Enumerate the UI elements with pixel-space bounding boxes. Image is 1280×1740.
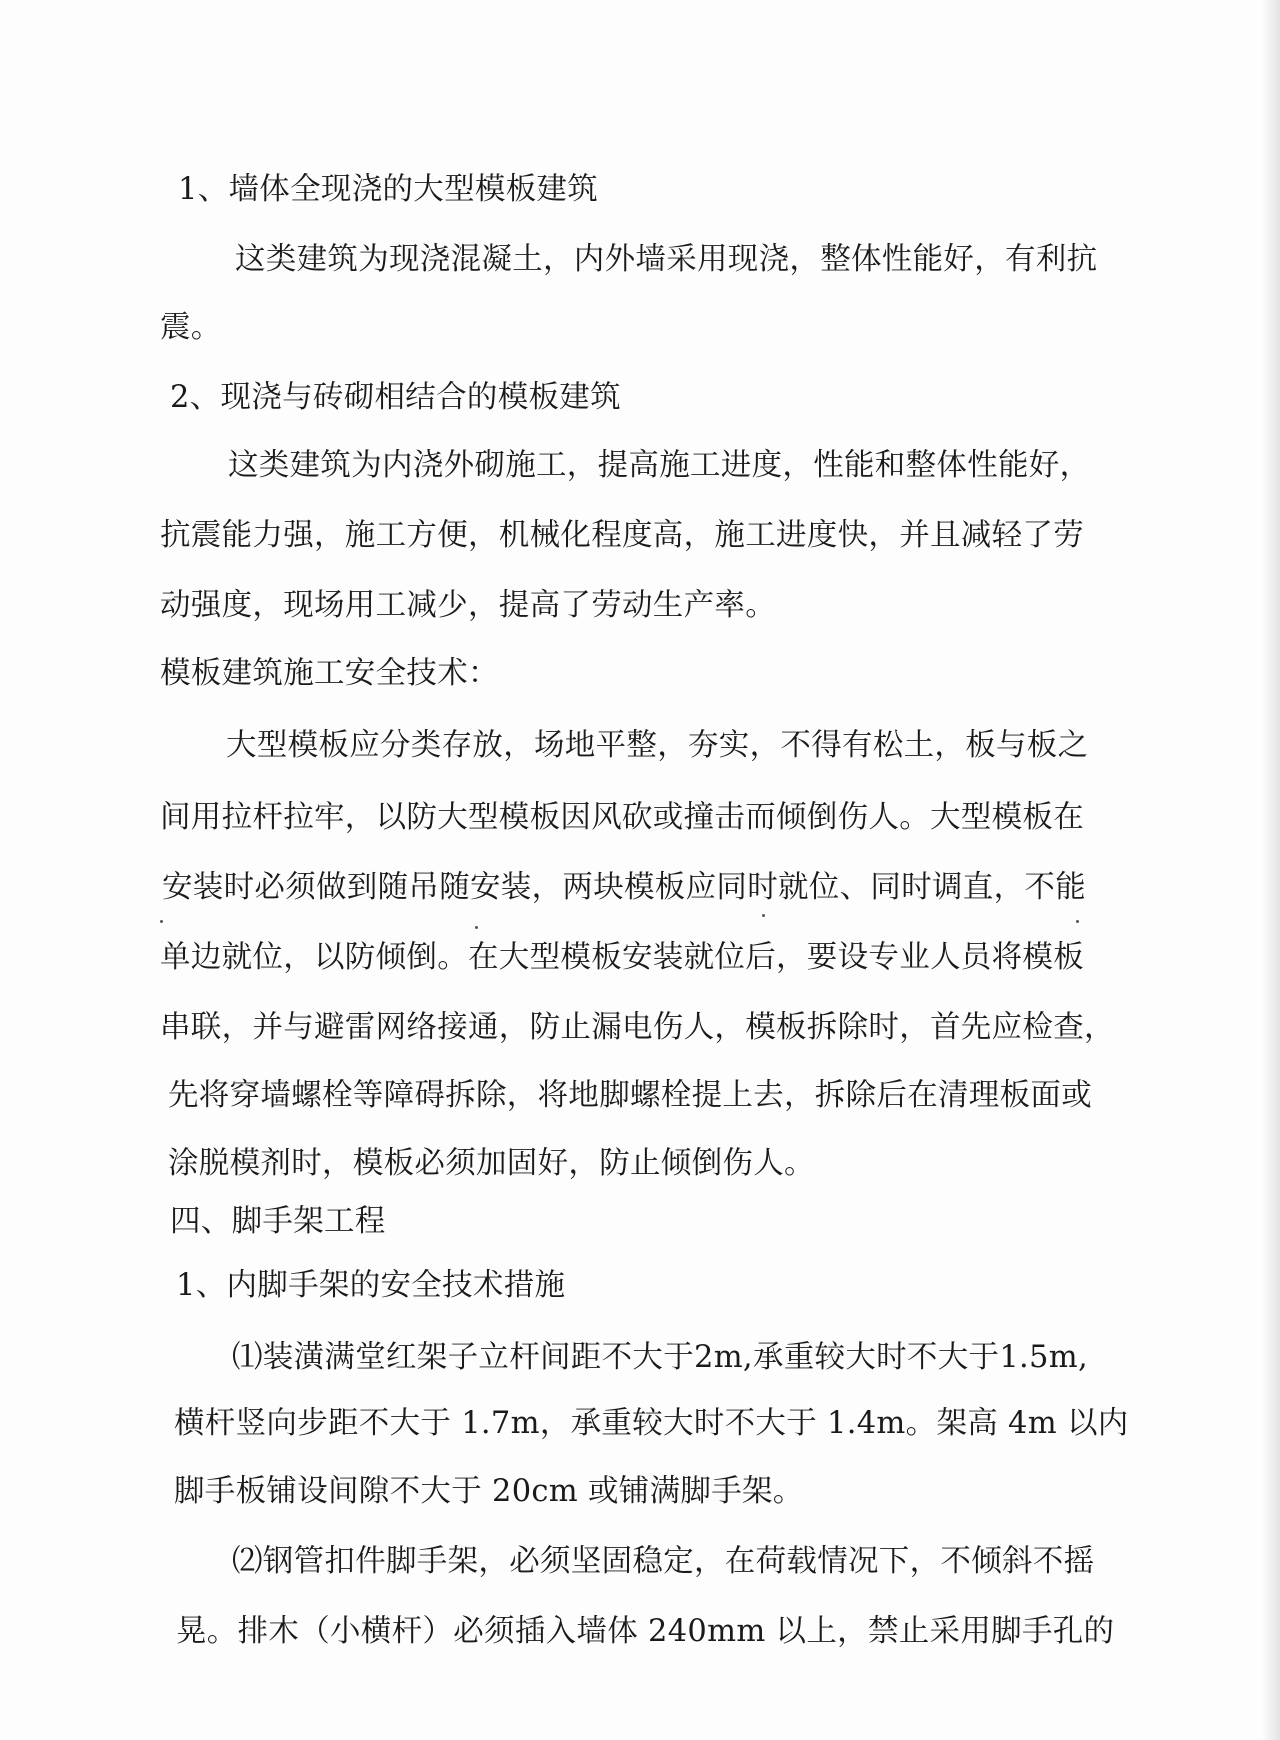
paragraph-line: 脚手板铺设间隙不大于 20cm 或铺满脚手架。 <box>174 1474 804 1509</box>
paragraph-line: ⑵钢管扣件脚手架，必须坚固稳定，在荷载情况下，不倾斜不摇 <box>232 1544 1095 1579</box>
paragraph-line: 先将穿墙螺栓等障碍拆除，将地脚螺栓提上去，拆除后在清理板面或 <box>168 1078 1092 1113</box>
paragraph-line: 安装时必须做到随吊随安装，两块模板应同时就位、同时调直，不能 <box>162 870 1086 905</box>
scan-speck <box>475 926 478 929</box>
heading-formwork-safety: 模板建筑施工安全技术： <box>160 656 499 691</box>
paragraph-line: 单边就位，以防倾倒。在大型模板安装就位后，要设专业人员将模板 <box>160 940 1084 975</box>
paragraph-line: 抗震能力强，施工方便，机械化程度高，施工进度快，并且减轻了劳 <box>160 518 1084 553</box>
paragraph-line: 这类建筑为现浇混凝土，内外墙采用现浇，整体性能好，有利抗 <box>235 242 1098 277</box>
paragraph-line: 间用拉杆拉牢，以防大型模板因风砍或撞击而倾倒伤人。大型模板在 <box>160 800 1084 835</box>
paragraph-line: 震。 <box>160 310 222 345</box>
heading-scaffolding: 四、脚手架工程 <box>170 1204 386 1239</box>
paragraph-line: ⑴装潢满堂红架子立杆间距不大于2m,承重较大时不大于1.5m, <box>232 1340 1088 1375</box>
heading-inner-scaffolding: 1、内脚手架的安全技术措施 <box>176 1268 566 1303</box>
scan-speck <box>1076 920 1079 923</box>
scan-speck <box>160 920 163 923</box>
heading-cast-and-brick-formwork: 2、现浇与砖砌相结合的模板建筑 <box>170 380 621 415</box>
paragraph-line: 横杆竖向步距不大于 1.7m，承重较大时不大于 1.4m。架高 4m 以内 <box>174 1406 1129 1441</box>
scan-edge-shadow <box>1262 0 1280 1740</box>
scan-speck <box>762 914 765 917</box>
paragraph-line: 串联，并与避雷网络接通，防止漏电伤人，模板拆除时，首先应检查， <box>160 1010 1115 1045</box>
paragraph-line: 大型模板应分类存放，场地平整，夯实，不得有松土，板与板之 <box>226 728 1089 763</box>
heading-cast-in-place-formwork: 1、墙体全现浇的大型模板建筑 <box>178 172 599 207</box>
paragraph-line: 涂脱模剂时，模板必须加固好，防止倾倒伤人。 <box>168 1146 815 1181</box>
paragraph-line: 晃。排木（小横杆）必须插入墙体 240mm 以上，禁止采用脚手孔的 <box>176 1614 1115 1649</box>
paragraph-line: 动强度，现场用工减少，提高了劳动生产率。 <box>160 588 776 623</box>
paragraph-line: 这类建筑为内浇外砌施工，提高施工进度，性能和整体性能好， <box>228 448 1091 483</box>
